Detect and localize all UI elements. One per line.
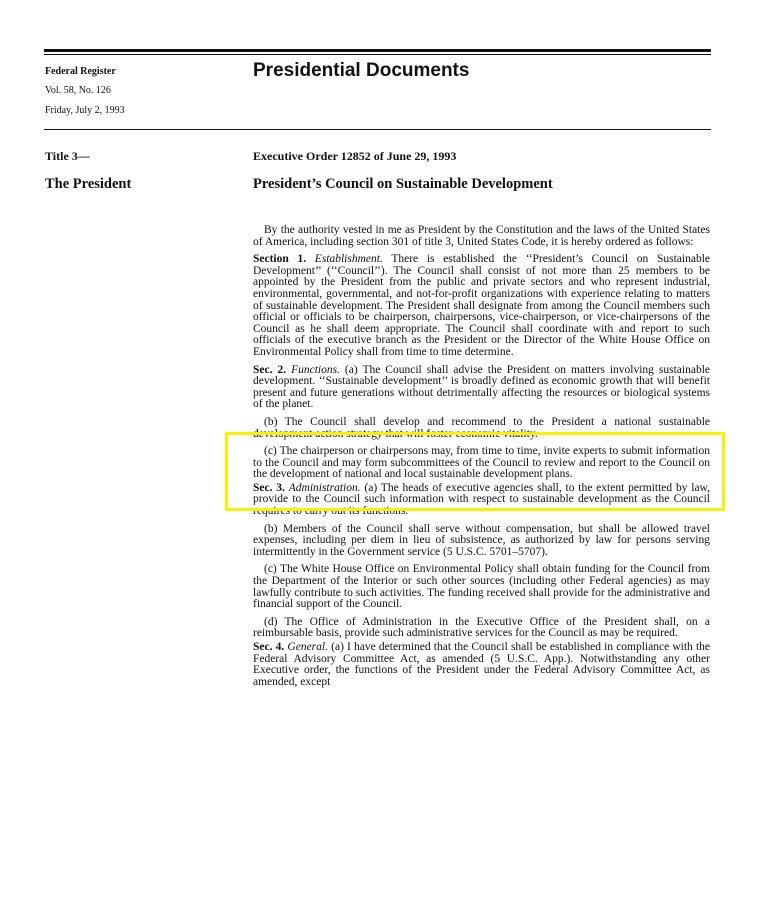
section-2b-paragraph: (b) The Council shall develop and recommend to the President a national sustainable development action strategy that will foster economic vitality. bbox=[253, 415, 710, 440]
section-2a-paragraph bbox=[253, 365, 710, 411]
volume-number: Vol. 58, No. 126 bbox=[45, 85, 111, 96]
publication-date: Friday, July 2, 1993 bbox=[45, 105, 125, 116]
section-1-paragraph bbox=[253, 254, 710, 358]
document-title: President’s Council on Sustainable Development bbox=[253, 176, 553, 192]
section-3c-paragraph: (c) The White House Office on Environmental Policy shall obtain funding for the Council from the Department of the Interior or such other sources (including other Federal agencies) as may lawfully contribute to such activities. The funding received shall provide for the administrative and financial support of the Council. bbox=[253, 563, 710, 611]
section-3a-paragraph bbox=[253, 483, 710, 518]
publication-name: Federal Register bbox=[45, 66, 116, 77]
top-rule bbox=[44, 49, 711, 52]
header-divider bbox=[44, 129, 711, 130]
preamble-paragraph: By the authority vested in me as President by the Constitution and the laws of the United States of America, including section 301 of title 3, United States Code, it is hereby ordered as follows: bbox=[253, 224, 710, 248]
title-number: Title 3— bbox=[45, 149, 90, 163]
section-2-heading: Functions. bbox=[291, 363, 340, 376]
issuer-label: The President bbox=[45, 176, 132, 192]
section-3-label: Sec. 3. bbox=[253, 481, 285, 494]
section-1-text: There is established the ‘‘President’s Council on Sustainable Development’’ (‘‘Council’’). The Council shall consist of not more than 25 members to be appointed by the President from the public and private sectors and who represent industrial, environmental, governmental, and not-for-profit organizations with experience relating to matters of sustainable development. The President shall designate from among the Council members such official or officials to be chairperson, chairpersons, vice-chairperson, or vice-chairpersons of the Council as he shall deem appropriate. The Council shall coordinate with and report to such officials of the executive branch as the President or the Director of the White House Office on Environmental Policy shall from time to time determine. bbox=[253, 253, 711, 358]
section-1-label: Section 1. bbox=[253, 253, 307, 266]
section-4-label: Sec. 4. bbox=[253, 641, 285, 653]
section-4a-text: (a) I have determined that the Council shall be established in compliance with the Federal Advisory Committee Act, as amended (5 U.S.C. App.). Notwithstanding any other Executive order, the functions of the President under the Federal Advisory Committee Act, as amended, except bbox=[253, 641, 710, 688]
section-4-heading: General. bbox=[287, 641, 328, 653]
section-3b-paragraph: (b) Members of the Council shall serve without compensation, but shall be allowed travel expenses, including per diem in lieu of subsistence, as authorized by law for persons serving intermittently in the Government service (5 U.S.C. 5701–5707). bbox=[253, 522, 710, 558]
section-title: Presidential Documents bbox=[253, 60, 470, 81]
section-3a-text: (a) The heads of executive agencies shall, to the extent permitted by law, provide to the Council such information with respect to sustainable development as the Council requires to carry out its functions. bbox=[253, 481, 710, 518]
section-2-label: Sec. 2. bbox=[253, 363, 287, 376]
section-4a-paragraph bbox=[253, 642, 710, 688]
document-body bbox=[253, 225, 710, 694]
section-3-heading: Administration. bbox=[288, 481, 361, 494]
section-3d-paragraph: (d) The Office of Administration in the Executive Office of the President shall, on a reimbursable basis, provide such administrative services for the Council as may be required. bbox=[253, 615, 710, 640]
top-rule-thin bbox=[44, 54, 711, 55]
section-1-heading: Establishment. bbox=[314, 253, 383, 266]
executive-order-heading: Executive Order 12852 of June 29, 1993 bbox=[253, 149, 457, 163]
section-2a-text: (a) The Council shall advise the President on matters involving sustainable development. ‘‘Sustainable development’’ is broadly defined as economic growth that will benefit present and future generations without detrimentally affecting the resources or biological systems of the planet. bbox=[253, 363, 711, 411]
section-2c-paragraph: (c) The chairperson or chairpersons may, from time to time, invite experts to submit information to the Council and may form subcommittees of the Council to review and report to the Council on the development of national and local sustainable development plans. bbox=[253, 445, 710, 481]
